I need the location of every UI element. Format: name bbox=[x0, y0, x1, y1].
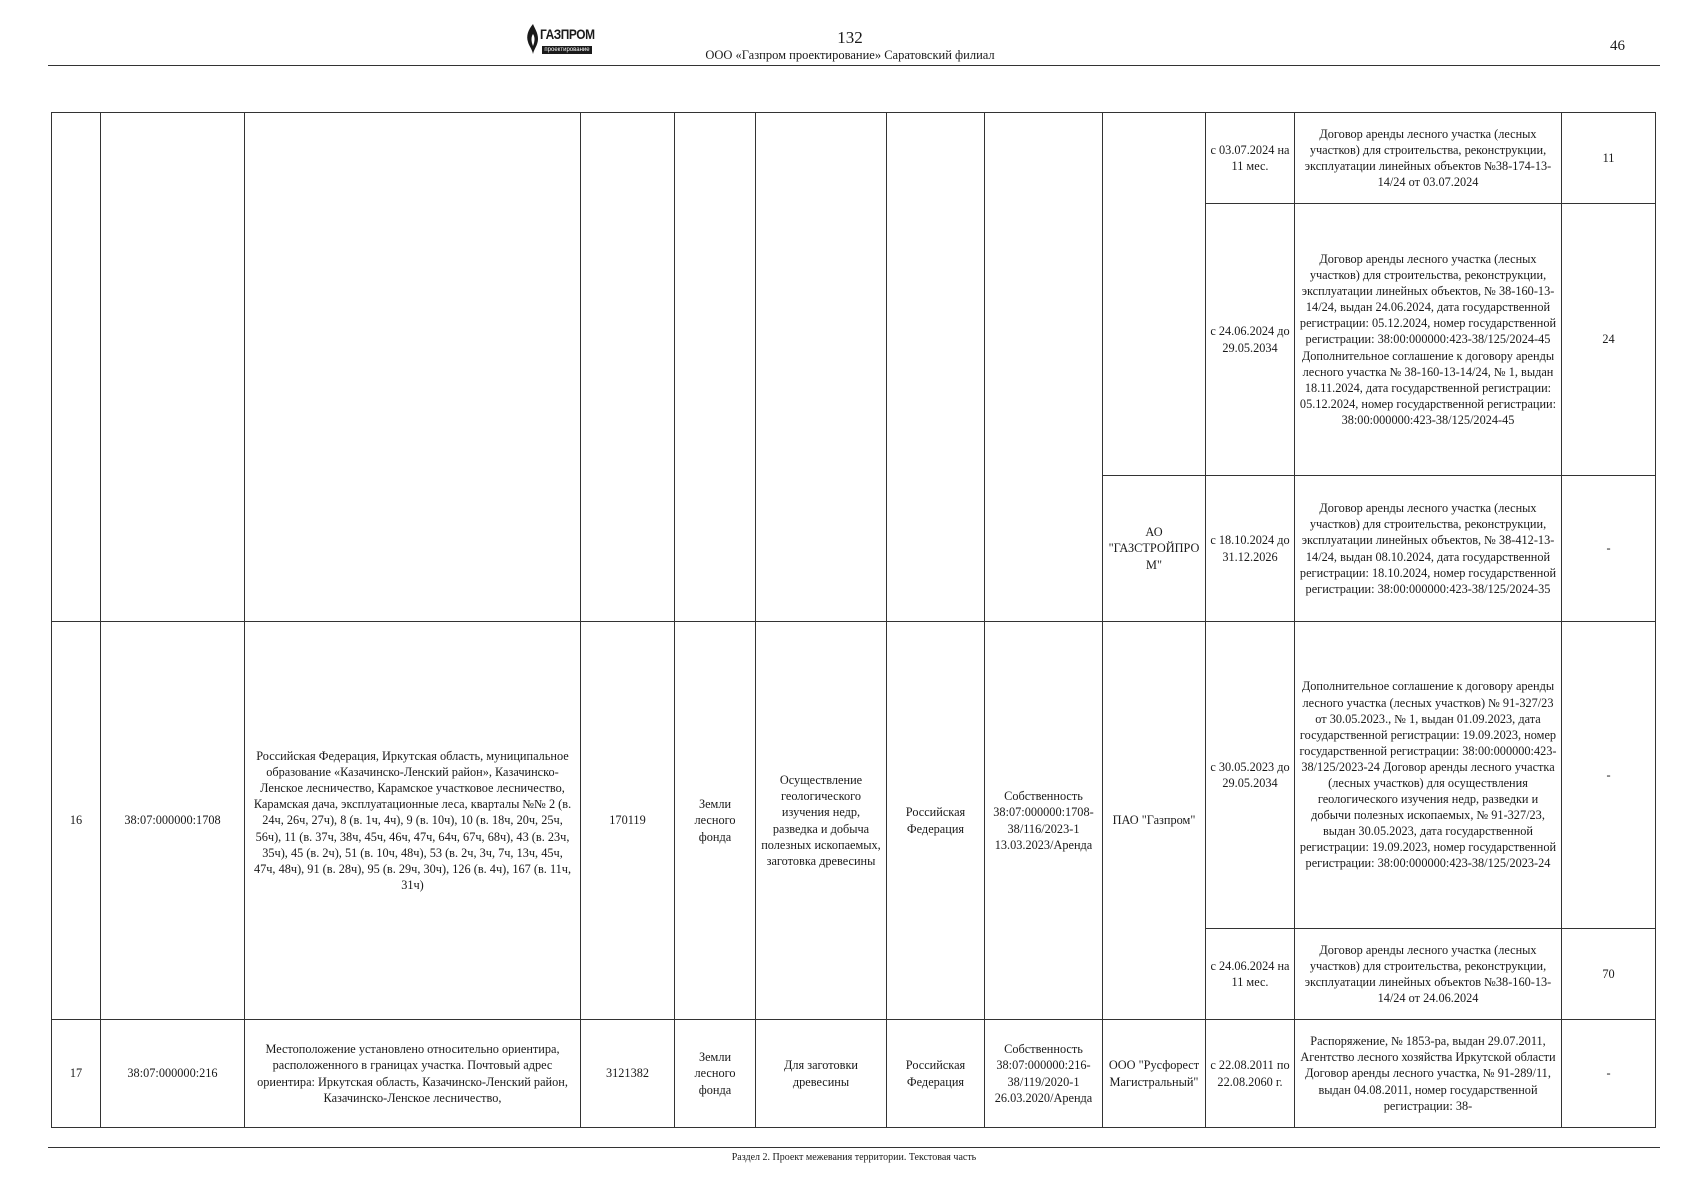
header-divider bbox=[48, 65, 1660, 66]
holder-cell: ПАО "Газпром" bbox=[1103, 622, 1206, 1020]
table-row bbox=[52, 113, 1656, 204]
logo-text: ГАЗПРОМ bbox=[540, 26, 595, 42]
holder-cell: АО "ГАЗСТРОЙПРОМ" bbox=[1103, 476, 1206, 622]
footer-divider bbox=[48, 1147, 1660, 1148]
footer-text: Раздел 2. Проект межевания территории. Текстовая часть bbox=[731, 1152, 977, 1163]
right-cell bbox=[985, 113, 1103, 622]
page-number: 46 bbox=[1610, 38, 1625, 54]
category-cell: Земли лесного фонда bbox=[675, 1020, 756, 1128]
document-cell: Договор аренды лесного участка (лесных участков) для строительства, реконструкции, эксплуатации линейных объектов №38-174-13-14/24 от 03.07.2024 bbox=[1295, 113, 1562, 204]
use-cell bbox=[756, 113, 887, 622]
use-cell: Для заготовки древесины bbox=[756, 1020, 887, 1128]
document-cell: Распоряжение, № 1853-ра, выдан 29.07.2011, Агентство лесного хозяйства Иркутской области Договор аренды лесного участка, № 91-289/11, выдан 04.08.2011, номер государственной регистрации: 38- bbox=[1295, 1020, 1562, 1128]
period-cell: с 03.07.2024 на 11 мес. bbox=[1206, 113, 1295, 204]
land-plots-table bbox=[51, 112, 1656, 1128]
owner-cell: Российская Федерация bbox=[887, 622, 985, 1020]
right-cell: Собственность 38:07:000000:1708-38/116/2023-1 13.03.2023/Аренда bbox=[985, 622, 1103, 1020]
area-total-cell: 170119 bbox=[581, 622, 675, 1020]
row-number-cell: 17 bbox=[52, 1020, 101, 1128]
address-cell bbox=[245, 113, 581, 622]
period-cell: с 30.05.2023 до 29.05.2034 bbox=[1206, 622, 1295, 929]
document-cell: Договор аренды лесного участка (лесных участков) для строительства, реконструкции, эксплуатации линейных объектов, № 38-412-13-14/24, выдан 08.10.2024, дата государственной регистрации: 18.10.2024, номер государственной регистрации: 38:00:000000:423-38/125/2024-35 bbox=[1295, 476, 1562, 622]
area-total-cell: 3121382 bbox=[581, 1020, 675, 1128]
row-number-cell bbox=[52, 113, 101, 622]
cadastral-cell: 38:07:000000:1708 bbox=[101, 622, 245, 1020]
period-cell: с 22.08.2011 по 22.08.2060 г. bbox=[1206, 1020, 1295, 1128]
encumbrance-area-cell: - bbox=[1562, 622, 1656, 929]
logo-subtext: проектирование bbox=[542, 46, 592, 54]
owner-cell bbox=[887, 113, 985, 622]
address-cell: Российская Федерация, Иркутская область, муниципальное образование «Казачинско-Ленский район», Казачинско-Ленское лесничество, Карамское участковое лесничество, Карамская дача, эксплуатационные леса, кварталы №№ 2 (в. 24ч, 26ч, 27ч), 8 (в. 1ч, 4ч), 9 (в. 10ч), 10 (в. 18ч, 20ч, 25ч, 56ч), 11 (в. 37ч, 38ч, 45ч, 46ч, 47ч, 64ч, 67ч, 68ч), 43 (в. 23ч, 35ч), 45 (в. 2ч), 51 (в. 10ч, 48ч), 53 (в. 2ч, 3ч, 7ч, 13ч, 45ч, 47ч, 48ч), 91 (в. 28ч), 95 (в. 29ч, 30ч), 126 (в. 4ч), 167 (в. 11ч, 31ч) bbox=[245, 622, 581, 1020]
organization-name: ООО «Газпром проектирование» Саратовский филиал bbox=[705, 48, 995, 62]
encumbrance-area-cell: 24 bbox=[1562, 204, 1656, 476]
period-cell: с 24.06.2024 до 29.05.2034 bbox=[1206, 204, 1295, 476]
table-row bbox=[52, 1020, 1656, 1128]
holder-cell: ООО "Русфорест Магистральный" bbox=[1103, 1020, 1206, 1128]
cadastral-cell: 38:07:000000:216 bbox=[101, 1020, 245, 1128]
area-total-cell bbox=[581, 113, 675, 622]
row-number-cell: 16 bbox=[52, 622, 101, 1020]
document-cell: Дополнительное соглашение к договору аренды лесного участка (лесных участков) № 91-327/23 от 30.05.2023., № 1, выдан 01.09.2023, дата государственной регистрации: 19.09.2023, номер государственной регистрации: 38:00:000000:423-38/125/2023-24 Договор аренды лесного участка (лесных участков) для осуществления геологического изучения недр, разведки и добычи полезных ископаемых, № 91-327/23, выдан 30.05.2023, дата государственной регистрации: 19.09.2023, номер государственной регистрации: 38:00:000000:423-38/125/2023-24 bbox=[1295, 622, 1562, 929]
document-number: 132 bbox=[837, 28, 863, 47]
owner-cell: Российская Федерация bbox=[887, 1020, 985, 1128]
address-cell: Местоположение установлено относительно ориентира, расположенного в границах участка. Почтовый адрес ориентира: Иркутская область, Казачинско-Ленский район, Казачинско-Ленское лесничество, bbox=[245, 1020, 581, 1128]
encumbrance-area-cell: - bbox=[1562, 1020, 1656, 1128]
category-cell: Земли лесного фонда bbox=[675, 622, 756, 1020]
encumbrance-area-cell: 70 bbox=[1562, 929, 1656, 1020]
holder-cell bbox=[1103, 113, 1206, 476]
period-cell: с 24.06.2024 на 11 мес. bbox=[1206, 929, 1295, 1020]
right-cell: Собственность 38:07:000000:216-38/119/2020-1 26.03.2020/Аренда bbox=[985, 1020, 1103, 1128]
document-cell: Договор аренды лесного участка (лесных участков) для строительства, реконструкции, эксплуатации линейных объектов №38-160-13-14/24 от 24.06.2024 bbox=[1295, 929, 1562, 1020]
encumbrance-area-cell: - bbox=[1562, 476, 1656, 622]
period-cell: с 18.10.2024 до 31.12.2026 bbox=[1206, 476, 1295, 622]
cadastral-cell bbox=[101, 113, 245, 622]
table-row bbox=[52, 622, 1656, 929]
gazprom-logo bbox=[524, 22, 604, 60]
category-cell bbox=[675, 113, 756, 622]
document-cell: Договор аренды лесного участка (лесных участков) для строительства, реконструкции, эксплуатации линейных объектов, № 38-160-13-14/24, выдан 24.06.2024, дата государственной регистрации: 05.12.2024, номер государственной регистрации: 38:00:000000:423-38/125/2024-45 Дополнительное соглашение к договору аренды лесного участка № 38-160-13-14/24, № 1, выдан 18.11.2024, дата государственной регистрации: 05.12.2024, номер государственной регистрации: 38:00:000000:423-38/125/2024-45 bbox=[1295, 204, 1562, 476]
use-cell: Осуществление геологического изучения недр, разведка и добыча полезных ископаемых, заготовка древесины bbox=[756, 622, 887, 1020]
encumbrance-area-cell: 11 bbox=[1562, 113, 1656, 204]
